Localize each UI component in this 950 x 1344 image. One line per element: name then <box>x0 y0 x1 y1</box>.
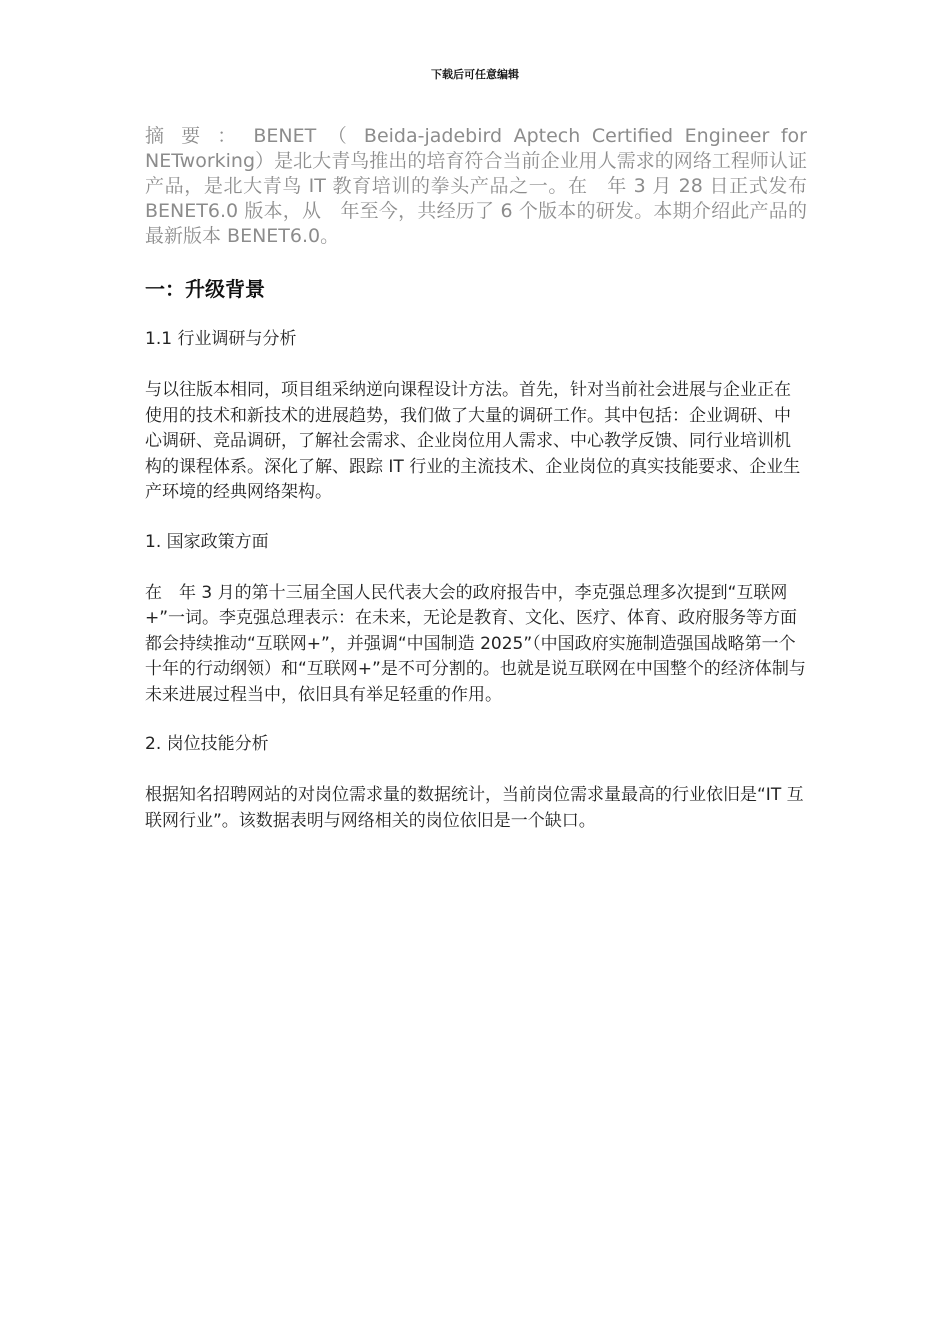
subheading-job-skills: 2. 岗位技能分析 <box>145 734 269 754</box>
subheading-national-policy: 1. 国家政策方面 <box>145 531 269 552</box>
subheading-industry-research: 1.1 行业调研与分析 <box>145 329 297 349</box>
abstract-paragraph: 摘 要 ： BENET （ Beida-jadebird Aptech Certified Engineer for NETworking）是北大青鸟推出的培育符合当前企业用人需求的网络工程师认证产品，是北大青鸟 IT 教育培训的拳头产品之一。在 年 3 月 28 日正式发布 BENET6.0 版本，从 年至今，共经历了 6 个版本的研发。本期介绍此产品的最新版本 BENET6.0。 <box>145 125 807 247</box>
document-body <box>145 124 807 834</box>
paragraph-national-policy: 在 年 3 月的第十三届全国人民代表大会的政府报告中，李克强总理多次提到“互联网+”一词。李克强总理表示：在未来，无论是教育、文化、医疗、体育、政府服务等方面都会持续推动“互联网+”，并强调“中国制造 2025”（中国政府实施制造强国战略第一个十年的行动纲领）和“互联网+”是不可分割的。也就是说互联网在中国整个的经济体制与未来进展过程当中，依旧具有举足轻重的作用。 <box>145 582 806 705</box>
section-title: 一：升级背景 <box>145 277 265 301</box>
paragraph-industry-research: 与以往版本相同，项目组采纳逆向课程设计方法。首先，针对当前社会进展与企业正在使用的技术和新技术的进展趋势，我们做了大量的调研工作。其中包括：企业调研、中心调研、竞品调研，了解社会需求、企业岗位用人需求、中心教学反馈、同行业培训机构的课程体系。深化了解、跟踪 IT 行业的主流技术、企业岗位的真实技能要求、企业生产环境的经典网络架构。 <box>145 380 801 502</box>
page-header-note: 下载后可任意编辑 <box>431 68 519 81</box>
paragraph-job-skills: 根据知名招聘网站的对岗位需求量的数据统计，当前岗位需求量最高的行业依旧是“IT 互联网行业”。该数据表明与网络相关的岗位依旧是一个缺口。 <box>145 785 804 831</box>
